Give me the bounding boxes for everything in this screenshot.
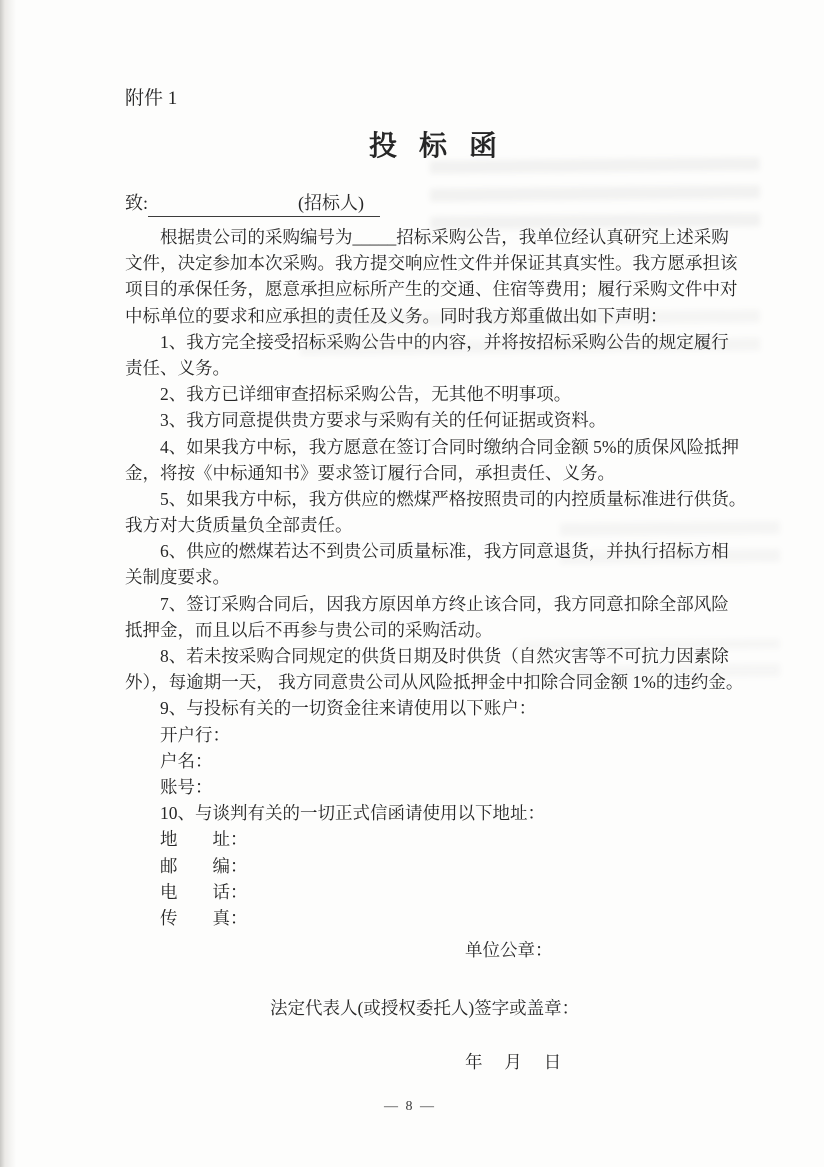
text-line: 传 真： bbox=[160, 907, 248, 928]
text-line: 9、与投标有关的一切资金往来请使用以下账户： bbox=[160, 698, 537, 719]
text-line: 电 话： bbox=[160, 881, 248, 902]
text-line: 根据贵公司的采购编号为_____招标采购公告，我单位经认真研究上述采购 bbox=[160, 227, 729, 247]
text-line: 我方对大货质量负全部责任。 bbox=[125, 515, 353, 536]
text-line: 7、签订采购合同后，因我方原因单方终止该合同，我方同意扣除全部风险 bbox=[160, 593, 729, 614]
text-line: 2、我方已详细审查招标采购公告，无其他不明事项。 bbox=[160, 384, 572, 405]
legal-representative-signature-line: 法定代表人(或授权委托人)签字或盖章： bbox=[270, 998, 580, 1019]
addressee-recipient-label: (招标人) bbox=[298, 193, 365, 213]
text-line: 3、我方同意提供贵方要求与采购有关的任何证据或资料。 bbox=[160, 410, 607, 431]
text-line: 关制度要求。 bbox=[125, 567, 230, 588]
scan-edge-shadow bbox=[0, 0, 16, 1167]
body-lines bbox=[125, 224, 747, 931]
company-seal-line: 单位公章： bbox=[465, 940, 553, 961]
addressee-prefix: 致: bbox=[125, 193, 149, 213]
document-title bbox=[125, 124, 741, 164]
text-line: 1、我方完全接受招标采购公告中的内容，并将按招标采购公告的规定履行 bbox=[160, 331, 729, 352]
text-line: 户名： bbox=[160, 750, 213, 771]
text-line: 责任、义务。 bbox=[125, 357, 230, 378]
text-line: 金，将按《中标通知书》要求签订履行合同，承担责任、义务。 bbox=[125, 462, 615, 483]
text-line: 6、供应的燃煤若达不到贵公司质量标准，我方同意退货，并执行招标方相 bbox=[160, 541, 729, 562]
text-line: 账号： bbox=[160, 776, 213, 797]
text-line: 外），每逾期一天， 我方同意贵公司从风险抵押金中扣除合同金额 1%的违约金。 bbox=[125, 672, 744, 693]
addressee-underline bbox=[148, 190, 380, 217]
date-line: 年 月 日 bbox=[465, 1052, 562, 1073]
text-line: 10、与谈判有关的一切正式信函请使用以下地址： bbox=[160, 803, 545, 824]
text-line: 抵押金，而且以后不再参与贵公司的采购活动。 bbox=[125, 619, 493, 640]
addressee-line bbox=[125, 190, 741, 217]
document-title-text: 投标函 bbox=[368, 131, 519, 162]
text-line: 8、若未按采购合同规定的供货日期及时供货（自然灾害等不可抗力因素除 bbox=[160, 646, 729, 666]
text-line: 项目的承保任务，愿意承担应标所产生的交通、住宿等费用；履行采购文件中对 bbox=[125, 279, 738, 300]
text-line: 5、如果我方中标，我方供应的燃煤严格按照贵司的内控质量标准进行供货。 bbox=[160, 488, 747, 509]
text-line: 邮 编： bbox=[160, 855, 248, 876]
text-line: 文件，决定参加本次采购。我方提交响应性文件并保证其真实性。我方愿承担该 bbox=[125, 253, 738, 274]
text-line: 开户行： bbox=[160, 724, 230, 745]
document-content bbox=[125, 0, 747, 1115]
text-line: 中标单位的要求和应承担的责任及义务。同时我方郑重做出如下声明： bbox=[125, 305, 668, 326]
text-line: 地 址： bbox=[160, 829, 248, 850]
text-line: 4、如果我方中标，我方愿意在签订合同时缴纳合同金额 5%的质保风险抵押 bbox=[160, 436, 739, 457]
attachment-label: 附件 1 bbox=[125, 88, 178, 109]
page-number: — 8 — bbox=[384, 1099, 436, 1115]
